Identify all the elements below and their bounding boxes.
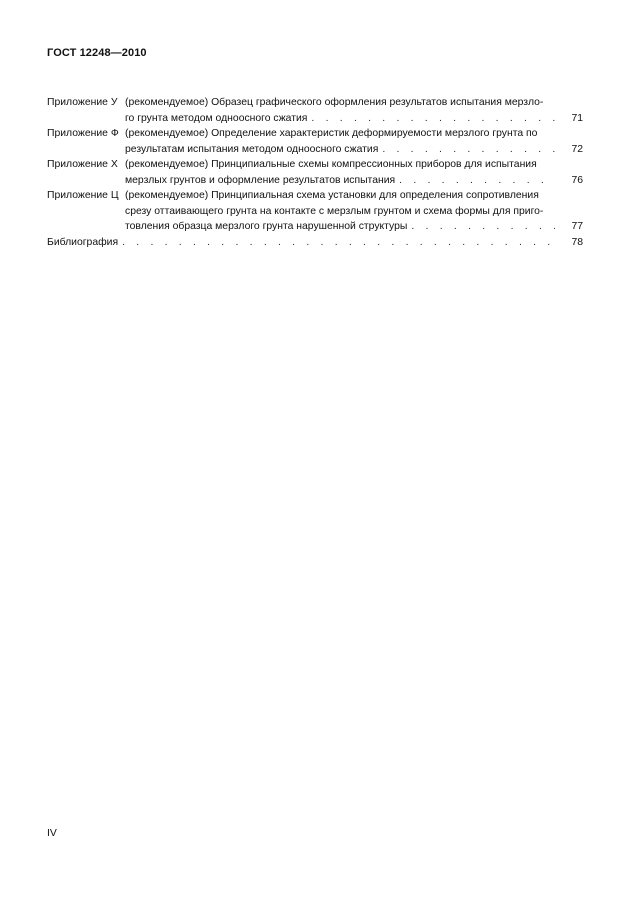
toc-entry-label: Приложение Х — [47, 159, 118, 170]
dot-leader — [118, 235, 555, 251]
toc-entry-appendix-ts[interactable] — [47, 188, 583, 235]
toc-entry-appendix-kh[interactable] — [47, 157, 583, 188]
dot-leader — [378, 142, 555, 158]
toc-entry-line: (рекомендуемое) Принципиальные схемы компрессионных приборов для испытания — [125, 159, 537, 170]
dot-leader — [395, 173, 555, 189]
toc-page-number: 78 — [571, 236, 583, 248]
toc-entry-appendix-f[interactable] — [47, 126, 583, 157]
toc-entry-line: (рекомендуемое) Определение характеристик деформируемости мерзлого грунта по — [125, 128, 538, 139]
toc-entry-label: Приложение У — [47, 97, 118, 108]
toc-page-number: 76 — [571, 174, 583, 186]
page-number: IV — [47, 828, 57, 839]
dot-leader — [307, 111, 555, 127]
toc-entry-line: (рекомендуемое) Принципиальная схема установки для определения сопротивления — [125, 190, 539, 201]
toc-entry-appendix-u[interactable] — [47, 95, 583, 126]
toc-entry-label: Приложение Ц — [47, 190, 119, 201]
table-of-contents — [47, 95, 583, 250]
standard-title: ГОСТ 12248—2010 — [47, 47, 147, 59]
toc-entry-label: Библиография — [47, 236, 119, 248]
toc-entry-line: товления образца мерзлого грунта нарушенной структуры — [125, 221, 408, 232]
toc-page-number: 72 — [571, 143, 583, 155]
toc-entry-line: (рекомендуемое) Образец графического оформления результатов испытания мерзло- — [125, 97, 544, 108]
page-footer — [47, 828, 57, 839]
toc-page-number: 71 — [571, 112, 583, 124]
toc-entry-label: Приложение Ф — [47, 128, 119, 139]
toc-entry-line: мерзлых грунтов и оформление результатов испытания — [125, 174, 396, 186]
toc-page-number: 77 — [571, 221, 583, 232]
toc-entry-bibliography[interactable] — [47, 235, 583, 251]
document-header — [47, 47, 147, 59]
toc-entry-line: результатам испытания методом одноосного сжатия — [125, 143, 379, 155]
toc-entry-line: срезу оттаивающего грунта на контакте с мерзлым грунтом и схема формы для приго- — [125, 205, 544, 217]
toc-entry-line: го грунта методом одноосного сжатия — [125, 112, 308, 124]
dot-leader — [407, 219, 555, 235]
